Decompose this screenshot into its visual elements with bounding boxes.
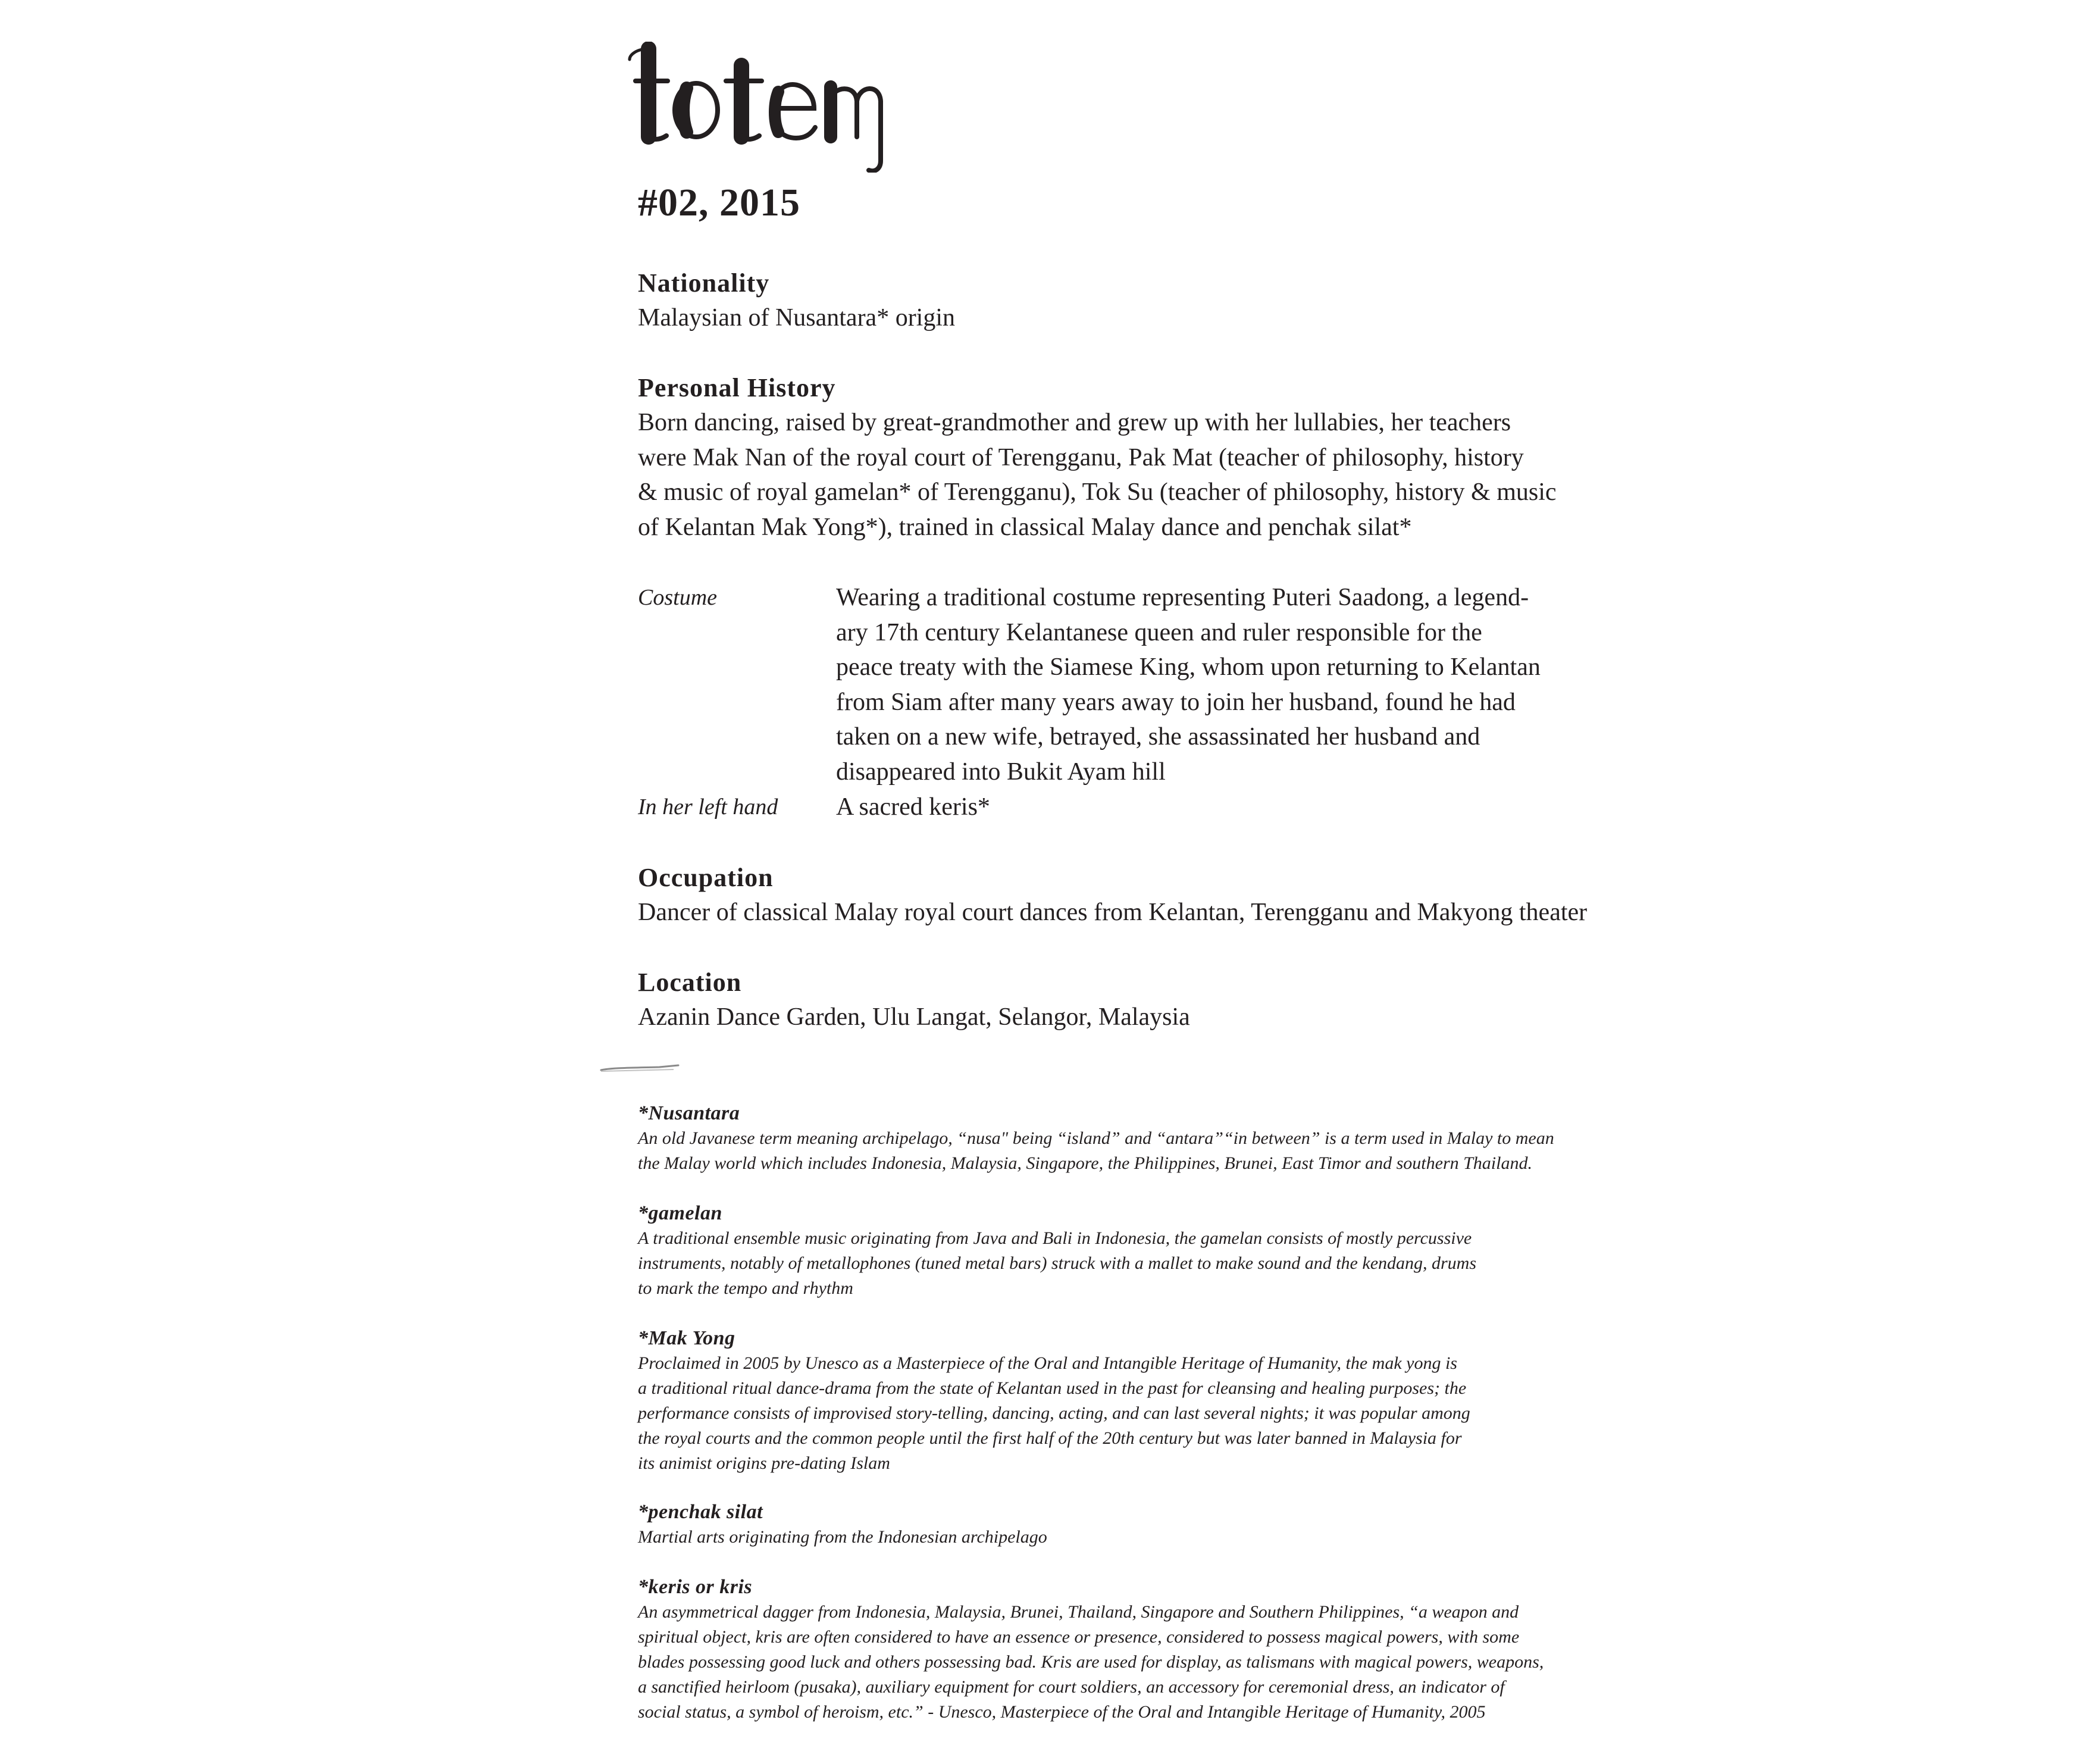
footnote-penchak-silat [638, 1500, 1602, 1550]
totem-logo-mark [625, 42, 887, 173]
footnote-mak-yong [638, 1326, 1602, 1476]
costume-row [638, 580, 1602, 790]
footnote-title: *gamelan [638, 1202, 722, 1224]
personal-history-line: were Mak Nan of the royal court of Terengganu, Pak Mat (teacher of philosophy, history [638, 443, 1524, 471]
footnote-text [638, 1525, 1602, 1550]
occupation-section [638, 861, 1602, 930]
footnote-title: *penchak silat [638, 1501, 763, 1523]
footnote-nusantara [638, 1101, 1602, 1176]
footnote-line: to mark the tempo and rhythm [638, 1278, 853, 1298]
occupation-heading: Occupation [638, 863, 774, 892]
footnote-line: A traditional ensemble music originating from Java and Bali in Indonesia, the gamelan consists of mostly percussive [638, 1228, 1472, 1248]
footnote-line: a traditional ritual dance-drama from the state of Kelantan used in the past for cleansing and healing purposes; the [638, 1378, 1467, 1398]
footnote-line: social status, a symbol of heroism, etc.” - Unesco, Masterpiece of the Oral and Intangible Heritage of Humanity, 2005 [638, 1702, 1486, 1722]
footnote-divider [600, 1064, 681, 1075]
footnote-line: the royal courts and the common people until the first half of the 20th century but was later banned in Malaysia for [638, 1428, 1462, 1448]
footnote-line: Proclaimed in 2005 by Unesco as a Masterpiece of the Oral and Intangible Heritage of Humanity, the mak yong is [638, 1353, 1457, 1373]
left-hand-text: A sacred keris* [836, 793, 990, 821]
footnote-line: spiritual object, kris are often considered to have an essence or presence, considered to possess magical powers, with some [638, 1627, 1520, 1647]
totem-logo [625, 42, 887, 176]
footnote-title: *keris or kris [638, 1576, 753, 1598]
location-section [638, 965, 1602, 1035]
footnote-gamelan [638, 1201, 1602, 1301]
footnote-text [638, 1351, 1602, 1476]
costume-line: ary 17th century Kelantanese queen and ruler responsible for the [836, 618, 1482, 646]
left-hand-label: In her left hand [638, 795, 778, 820]
footnote-line: instruments, notably of metallophones (tuned metal bars) struck with a mallet to make sound and the kendang, drums [638, 1253, 1477, 1273]
footnote-line: a sanctified heirloom (pusaka), auxiliary equipment for court soldiers, an accessory for ceremonial dress, an indicator of [638, 1677, 1505, 1697]
footnote-text [638, 1226, 1602, 1301]
footnote-keris [638, 1575, 1602, 1725]
personal-history-section [638, 371, 1602, 545]
personal-history-line: Born dancing, raised by great-grandmother and grew up with her lullabies, her teachers [638, 409, 1511, 436]
footnote-line: An old Javanese term meaning archipelago, “nusa" being “island” and “antara”“in between” is a term used in Malay to mean [638, 1128, 1554, 1148]
personal-history-line: of Kelantan Mak Yong*), trained in classical Malay dance and penchak silat* [638, 513, 1412, 541]
nationality-text: Malaysian of Nusantara* origin [638, 304, 956, 331]
costume-line: Wearing a traditional costume representing Puteri Saadong, a legend- [836, 584, 1529, 611]
footnote-title: *Nusantara [638, 1102, 740, 1124]
footnote-text [638, 1126, 1602, 1176]
occupation-text: Dancer of classical Malay royal court dances from Kelantan, Terengganu and Makyong theater [638, 899, 1588, 926]
personal-history-heading: Personal History [638, 373, 836, 402]
nationality-section [638, 266, 1602, 336]
costume-text [836, 580, 1541, 789]
footnote-line: An asymmetrical dagger from Indonesia, Malaysia, Brunei, Thailand, Singapore and Southern Philippines, “a weapon and [638, 1602, 1519, 1622]
costume-line: disappeared into Bukit Ayam hill [836, 758, 1166, 786]
personal-history-text [638, 405, 1602, 545]
nationality-heading: Nationality [638, 268, 770, 298]
issue-number: #02, 2015 [638, 181, 800, 224]
footnote-line: blades possessing good luck and others possessing bad. Kris are used for display, as talismans with magical powers, weapons, [638, 1652, 1544, 1672]
costume-line: from Siam after many years away to join her husband, found he had [836, 688, 1516, 716]
footnote-line: its animist origins pre-dating Islam [638, 1453, 890, 1473]
location-text: Azanin Dance Garden, Ulu Langat, Selangor, Malaysia [638, 1003, 1190, 1031]
costume-line: taken on a new wife, betrayed, she assassinated her husband and [836, 723, 1480, 750]
footnote-title: *Mak Yong [638, 1327, 735, 1349]
footnote-line: the Malay world which includes Indonesia, Malaysia, Singapore, the Philippines, Brunei, East Timor and southern Thailand. [638, 1153, 1532, 1173]
footnote-text [638, 1600, 1602, 1725]
costume-line: peace treaty with the Siamese King, whom upon returning to Kelantan [836, 653, 1541, 681]
left-hand-row [638, 790, 1602, 825]
personal-history-line: & music of royal gamelan* of Terengganu), Tok Su (teacher of philosophy, history & music [638, 478, 1557, 506]
location-heading: Location [638, 968, 742, 997]
costume-label: Costume [638, 585, 717, 610]
footnote-line: Martial arts originating from the Indonesian archipelago [638, 1527, 1047, 1547]
footnote-line: performance consists of improvised story-telling, dancing, acting, and can last several nights; it was popular among [638, 1403, 1470, 1423]
